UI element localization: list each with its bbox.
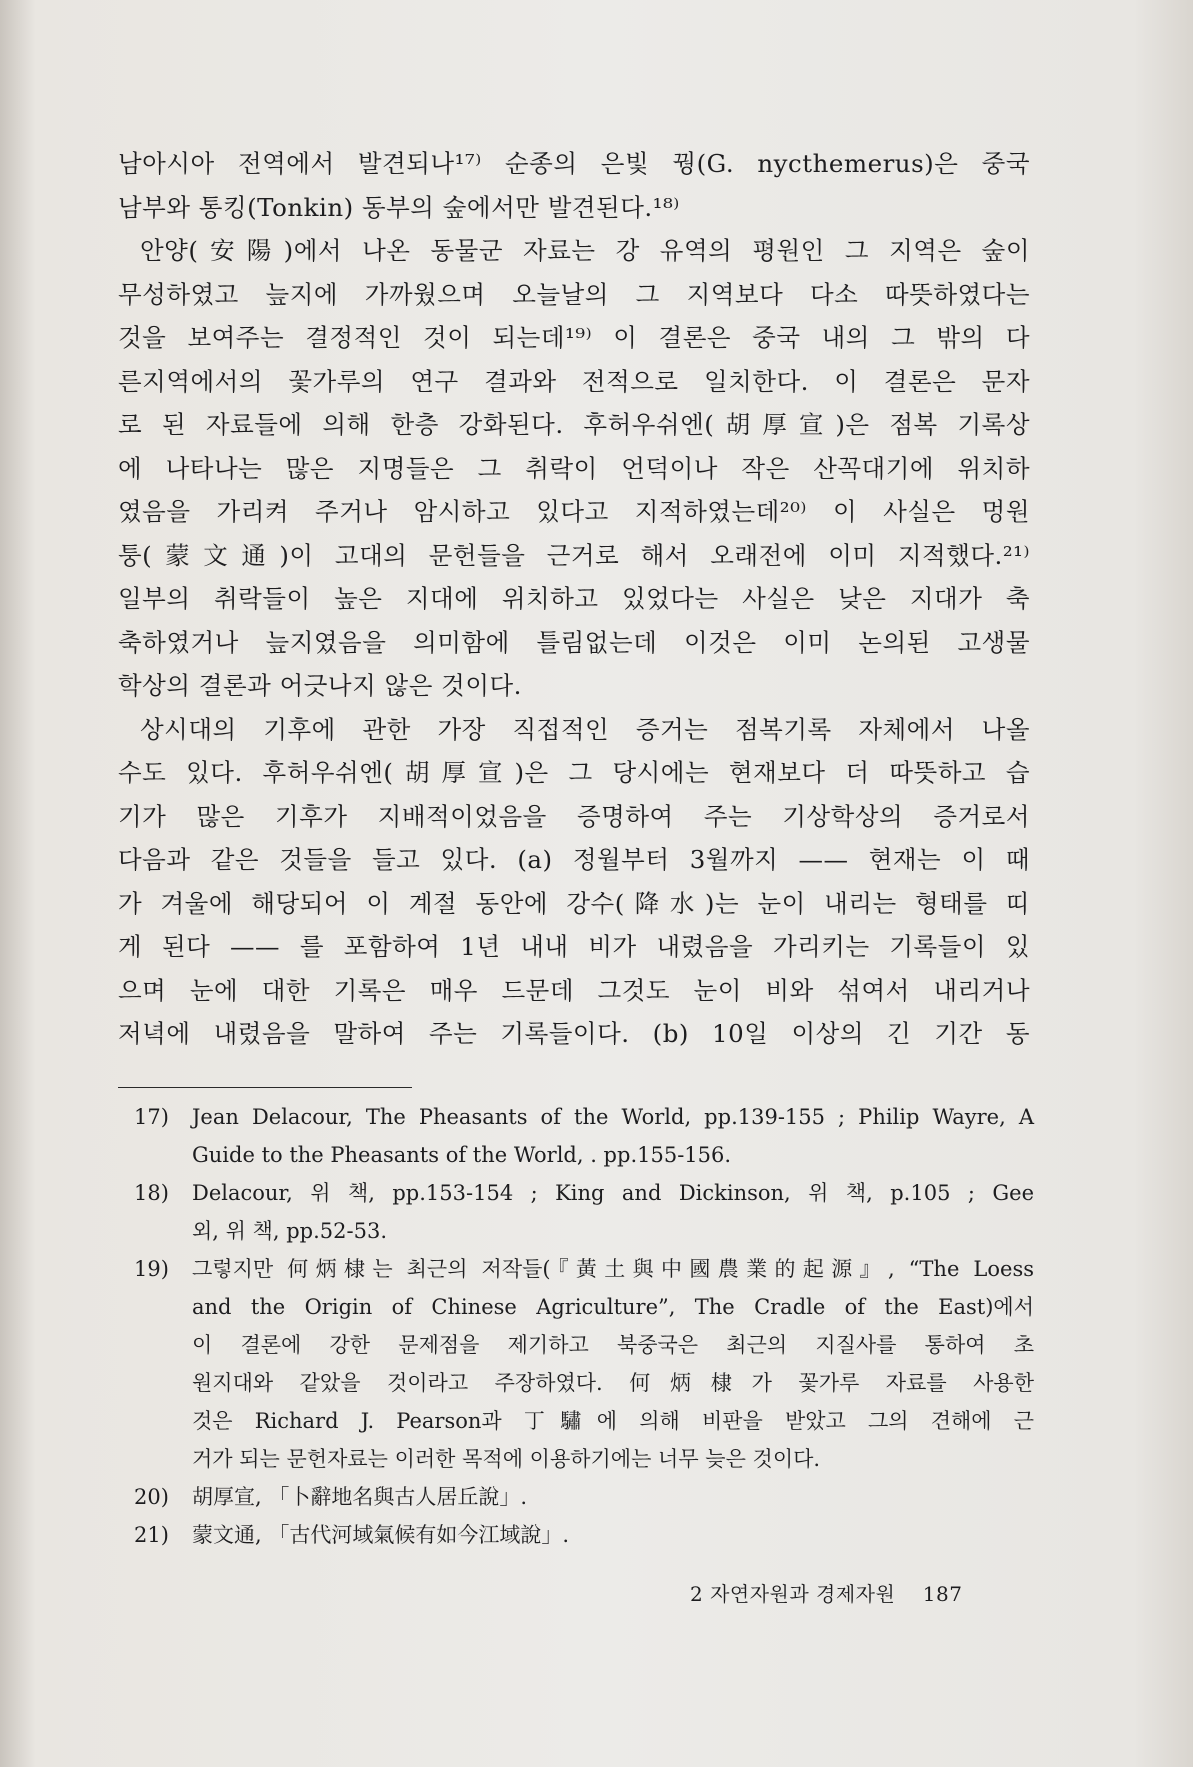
footnotes <box>134 1098 1034 1554</box>
body-line: 가 겨울에 해당되어 이 계절 동안에 강수(降水)는 눈이 내리는 형태를 띠 <box>118 888 1030 918</box>
footnote-line: Delacour, 위 책, pp.153-154 ; King and Dickinson, 위 책, p.105 ; Gee <box>192 1181 1034 1205</box>
chapter-title: 2 자연자원과 경제자원 <box>690 1582 896 1606</box>
body-line: 수도 있다. 후허우쉬엔(胡厚宣)은 그 당시에는 현재보다 더 따뜻하고 습 <box>118 758 1030 787</box>
body-line: 으며 눈에 대한 기록은 매우 드문데 그것도 눈이 비와 섞여서 내리거나 <box>118 975 1030 1005</box>
footnote-line: 이 결론에 강한 문제점을 제기하고 북중국은 최근의 지질사를 통하여 초 <box>192 1333 1034 1357</box>
body-line: 무성하였고 늪지에 가까웠으며 오늘날의 그 지역보다 다소 따뜻하였다는 <box>118 279 1030 309</box>
body-line: 일부의 취락들이 높은 지대에 위치하고 있었다는 사실은 낮은 지대가 축 <box>118 584 1030 613</box>
body-line: 다음과 같은 것들을 들고 있다. (a) 정월부터 3월까지 —— 현재는 이 때 <box>118 845 1030 874</box>
body-line: 로 된 자료들에 의해 한층 강화된다. 후허우쉬엔(胡厚宣)은 점복 기록상 <box>118 410 1030 439</box>
body-line: 였음을 가리켜 주거나 암시하고 있다고 지적하였는데²⁰⁾ 이 사실은 멍원 <box>118 497 1030 526</box>
footnote-20 <box>134 1478 1034 1516</box>
footnote-17 <box>134 1098 1034 1174</box>
footnote-line: 그렇지만 何炳棣는 최근의 저작들(『黃土與中國農業的起源』, “The Loess <box>192 1257 1034 1281</box>
footnote-21 <box>134 1516 1034 1554</box>
footnote-line: Guide to the Pheasants of the World, . pp.155-156. <box>192 1143 732 1167</box>
body-text <box>118 142 1030 1056</box>
body-line: 남부와 통킹(Tonkin) 동부의 숲에서만 발견된다.¹⁸⁾ <box>118 192 680 222</box>
body-line: 에 나타나는 많은 지명들은 그 취락이 언덕이나 작은 산꼭대기에 위치하 <box>118 453 1030 483</box>
footnote-18 <box>134 1174 1034 1250</box>
page-footer <box>690 1578 962 1607</box>
body-line: 른지역에서의 꽃가루의 연구 결과와 전적으로 일치한다. 이 결론은 문자 <box>118 366 1030 396</box>
footnote-number: 19) <box>134 1257 169 1281</box>
body-line: 퉁(蒙文通)이 고대의 문헌들을 근거로 해서 오래전에 이미 지적했다.²¹⁾ <box>118 540 1030 570</box>
body-line: 기가 많은 기후가 지배적이었음을 증명하여 주는 기상학상의 증거로서 <box>118 801 1030 831</box>
footnote-line: 胡厚宣, 「卜辭地名與古人居丘說」. <box>192 1485 528 1509</box>
body-line: 게 된다 —— 를 포함하여 1년 내내 비가 내렸음을 가리키는 기록들이 있 <box>118 932 1030 961</box>
footnote-line: 蒙文通, 「古代河域氣候有如今江域說」. <box>192 1523 570 1547</box>
page-number: 187 <box>922 1582 963 1606</box>
footnote-number: 17) <box>134 1105 169 1129</box>
footnote-line: 원지대와 같았을 것이라고 주장하였다. 何炳棣가 꽃가루 자료를 사용한 <box>192 1371 1034 1395</box>
footnote-separator <box>118 1087 412 1088</box>
body-line: 축하였거나 늪지였음을 의미함에 틀림없는데 이것은 이미 논의된 고생물 <box>118 627 1030 657</box>
footnote-number: 21) <box>134 1523 169 1547</box>
body-line: 남아시아 전역에서 발견되나¹⁷⁾ 순종의 은빛 꿩(G. nycthemerus)은 중국 <box>118 149 1030 178</box>
footnote-19 <box>134 1250 1034 1478</box>
footnote-number: 20) <box>134 1485 169 1509</box>
footnote-line: and the Origin of Chinese Agriculture”, The Cradle of the East)에서 <box>192 1295 1034 1319</box>
body-line: 학상의 결론과 어긋나지 않은 것이다. <box>118 671 522 700</box>
body-line: 것을 보여주는 결정적인 것이 되는데¹⁹⁾ 이 결론은 중국 내의 그 밖의 다 <box>118 323 1030 352</box>
footnote-number: 18) <box>134 1181 169 1205</box>
body-line: 상시대의 기후에 관한 가장 직접적인 증거는 점복기록 자체에서 나올 <box>140 714 1030 744</box>
footnote-line: Jean Delacour, The Pheasants of the World, pp.139-155 ; Philip Wayre, A <box>192 1105 1034 1129</box>
footnote-line: 외, 위 책, pp.52-53. <box>192 1219 388 1243</box>
footnote-line: 것은 Richard J. Pearson과 丁驌에 의해 비판을 받았고 그의 견해에 근 <box>192 1409 1034 1433</box>
body-line: 안양(安陽)에서 나온 동물군 자료는 강 유역의 평원인 그 지역은 숲이 <box>140 236 1030 265</box>
body-line: 저녁에 내렸음을 말하여 주는 기록들이다. (b) 10일 이상의 긴 기간 동 <box>118 1019 1030 1048</box>
footnote-line: 거가 되는 문헌자료는 이러한 목적에 이용하기에는 너무 늦은 것이다. <box>192 1447 821 1471</box>
